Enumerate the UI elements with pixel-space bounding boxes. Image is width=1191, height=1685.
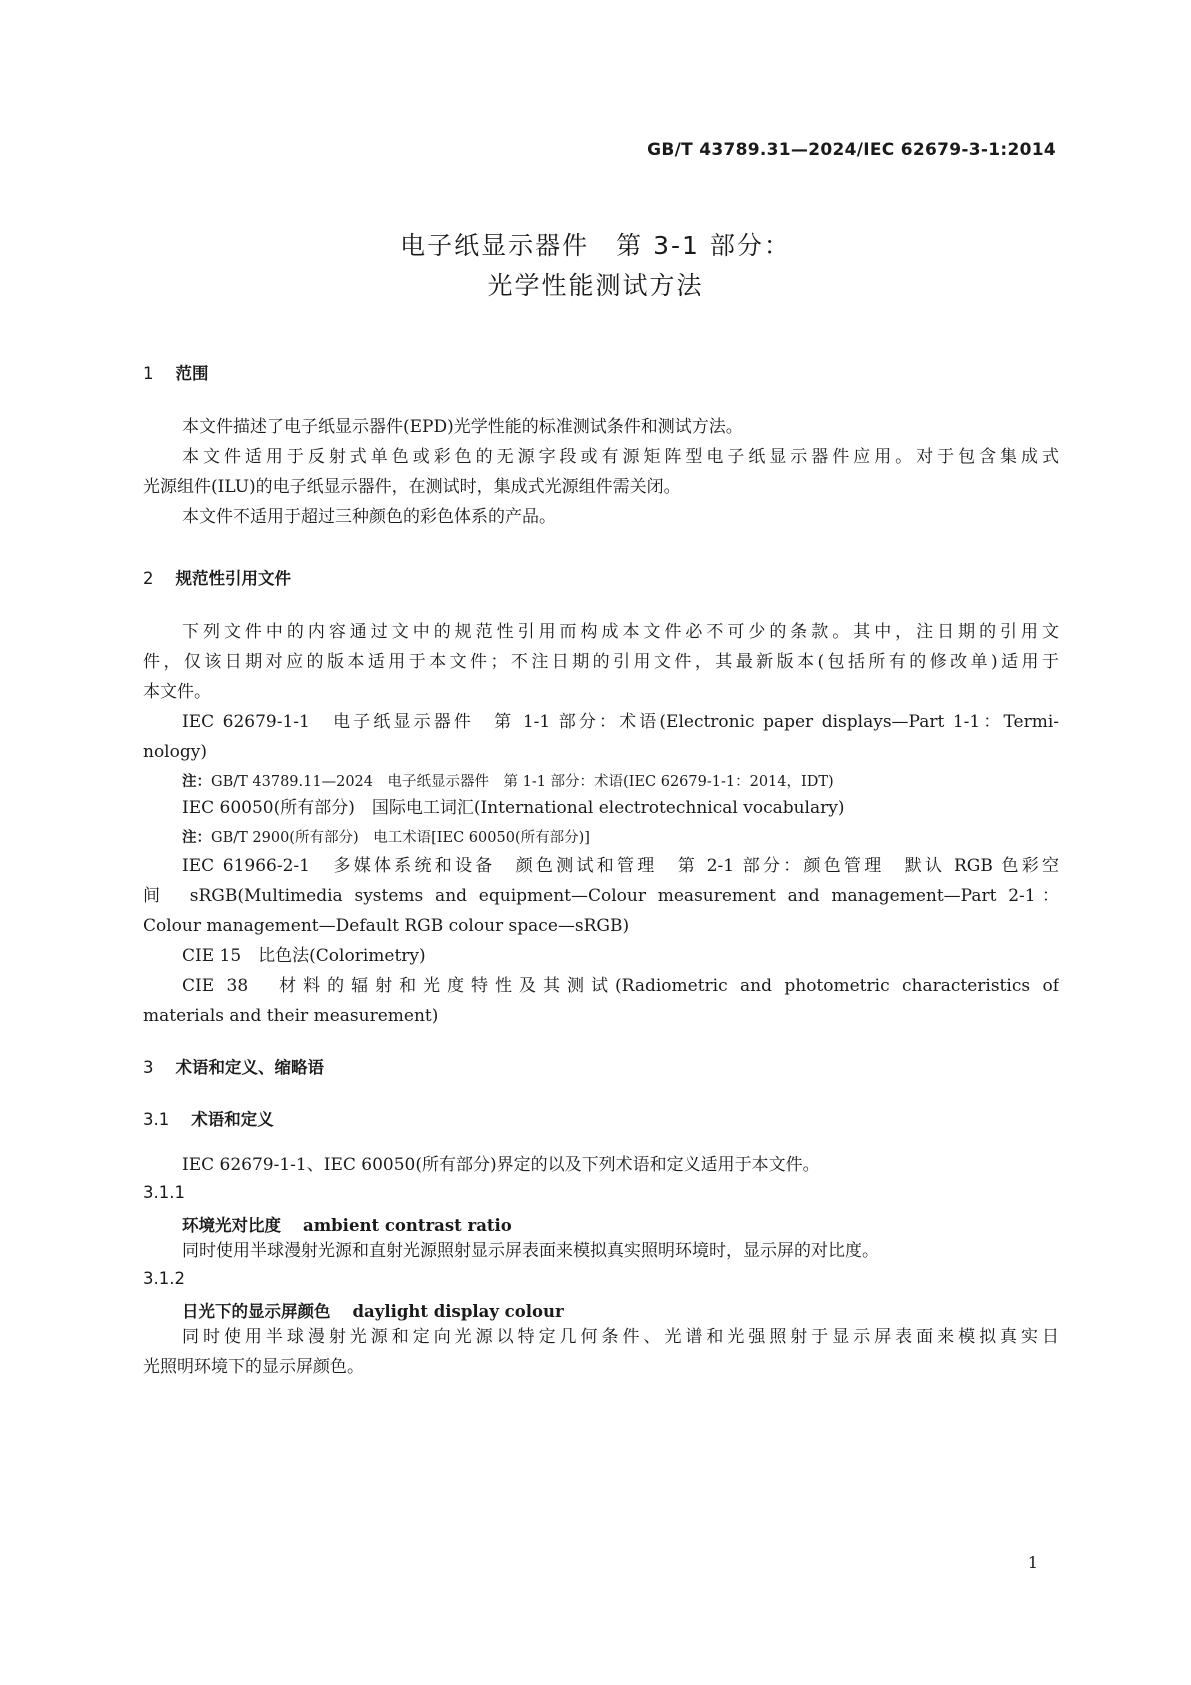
term-chinese: 环境光对比度 (182, 1216, 281, 1235)
reference-item: nology) (143, 742, 207, 762)
document-title-line2: 光学性能测试方法 (487, 271, 704, 300)
note-text: GB/T 2900(所有部分) 电工术语[IEC 60050(所有部分)] (211, 830, 590, 846)
paragraph: 本文件适用于反射式单色或彩色的无源字段或有源矩阵型电子纸显示器件应用。对于包含集成式 (182, 447, 1059, 467)
paragraph: 本文件描述了电子纸显示器件(EPD)光学性能的标准测试条件和测试方法。 (182, 417, 743, 437)
reference-item: 间 sRGB(Multimedia systems and equipment—Colour measurement and management—Part 2-1： (143, 886, 1059, 906)
subsection-number: 3.1 (143, 1110, 170, 1129)
paragraph: 件，仅该日期对应的版本适用于本文件；不注日期的引用文件，其最新版本(包括所有的修改单)适用于 (143, 652, 1059, 672)
section-title: 术语和定义、缩略语 (175, 1058, 324, 1077)
section-heading-terms (143, 1054, 324, 1078)
reference-item: Colour management—Default RGB colour space—sRGB) (143, 916, 630, 936)
page-number: 1 (1027, 1553, 1038, 1572)
reference-item: CIE 15 比色法(Colorimetry) (182, 946, 426, 966)
term-definition: 同时使用半球漫射光源和直射光源照射显示屏表面来模拟真实照明环境时，显示屏的对比度。 (182, 1241, 879, 1261)
note-label: 注： (182, 830, 211, 846)
note-text: GB/T 43789.11—2024 电子纸显示器件 第 1-1 部分：术语(IEC 62679-1-1：2014，IDT) (211, 774, 834, 790)
term-chinese: 日光下的显示屏颜色 (182, 1302, 331, 1321)
section-title: 规范性引用文件 (175, 569, 291, 588)
term-number: 3.1.1 (143, 1183, 185, 1202)
term-number: 3.1.2 (143, 1269, 185, 1288)
reference-item: CIE 38 材料的辐射和光度特性及其测试(Radiometric and photometric characteristics of (182, 976, 1059, 996)
term-entry (182, 1212, 512, 1236)
reference-item: IEC 61966-2-1 多媒体系统和设备 颜色测试和管理 第 2-1 部分：颜色管理 默认 RGB 色彩空 (182, 856, 1059, 876)
paragraph: 本文件。 (143, 682, 211, 702)
section-number: 1 (143, 364, 154, 383)
note (182, 826, 590, 847)
term-definition: 同时使用半球漫射光源和定向光源以特定几何条件、光谱和光强照射于显示屏表面来模拟真实日 (182, 1327, 1059, 1347)
paragraph: 本文件不适用于超过三种颜色的彩色体系的产品。 (182, 507, 556, 527)
reference-item: IEC 62679-1-1 电子纸显示器件 第 1-1 部分：术语(Electronic paper displays—Part 1-1：Termi- (182, 712, 1059, 732)
paragraph: IEC 62679-1-1、IEC 60050(所有部分)界定的以及下列术语和定义适用于本文件。 (182, 1155, 820, 1175)
section-title: 范围 (175, 364, 209, 383)
standard-number: GB/T 43789.31—2024/IEC 62679-3-1:2014 (647, 140, 1056, 160)
section-number: 3 (143, 1058, 154, 1077)
subsection-heading (143, 1106, 274, 1130)
section-heading-scope (143, 360, 209, 384)
reference-item: IEC 60050(所有部分) 国际电工词汇(International electrotechnical vocabulary) (182, 798, 845, 818)
term-entry (182, 1298, 564, 1322)
document-title-line1: 电子纸显示器件 第 3-1 部分： (400, 231, 791, 260)
subsection-title: 术语和定义 (191, 1110, 274, 1129)
reference-item: materials and their measurement) (143, 1006, 439, 1026)
section-heading-normative-references (143, 565, 291, 589)
term-definition: 光照明环境下的显示屏颜色。 (143, 1357, 364, 1377)
paragraph: 光源组件(ILU)的电子纸显示器件，在测试时，集成式光源组件需关闭。 (143, 477, 681, 497)
term-english: daylight display colour (352, 1302, 564, 1321)
term-english: ambient contrast ratio (303, 1216, 512, 1235)
paragraph: 下列文件中的内容通过文中的规范性引用而构成本文件必不可少的条款。其中，注日期的引用文 (182, 622, 1059, 642)
note-label: 注： (182, 774, 211, 790)
note (182, 770, 834, 791)
section-number: 2 (143, 569, 154, 588)
